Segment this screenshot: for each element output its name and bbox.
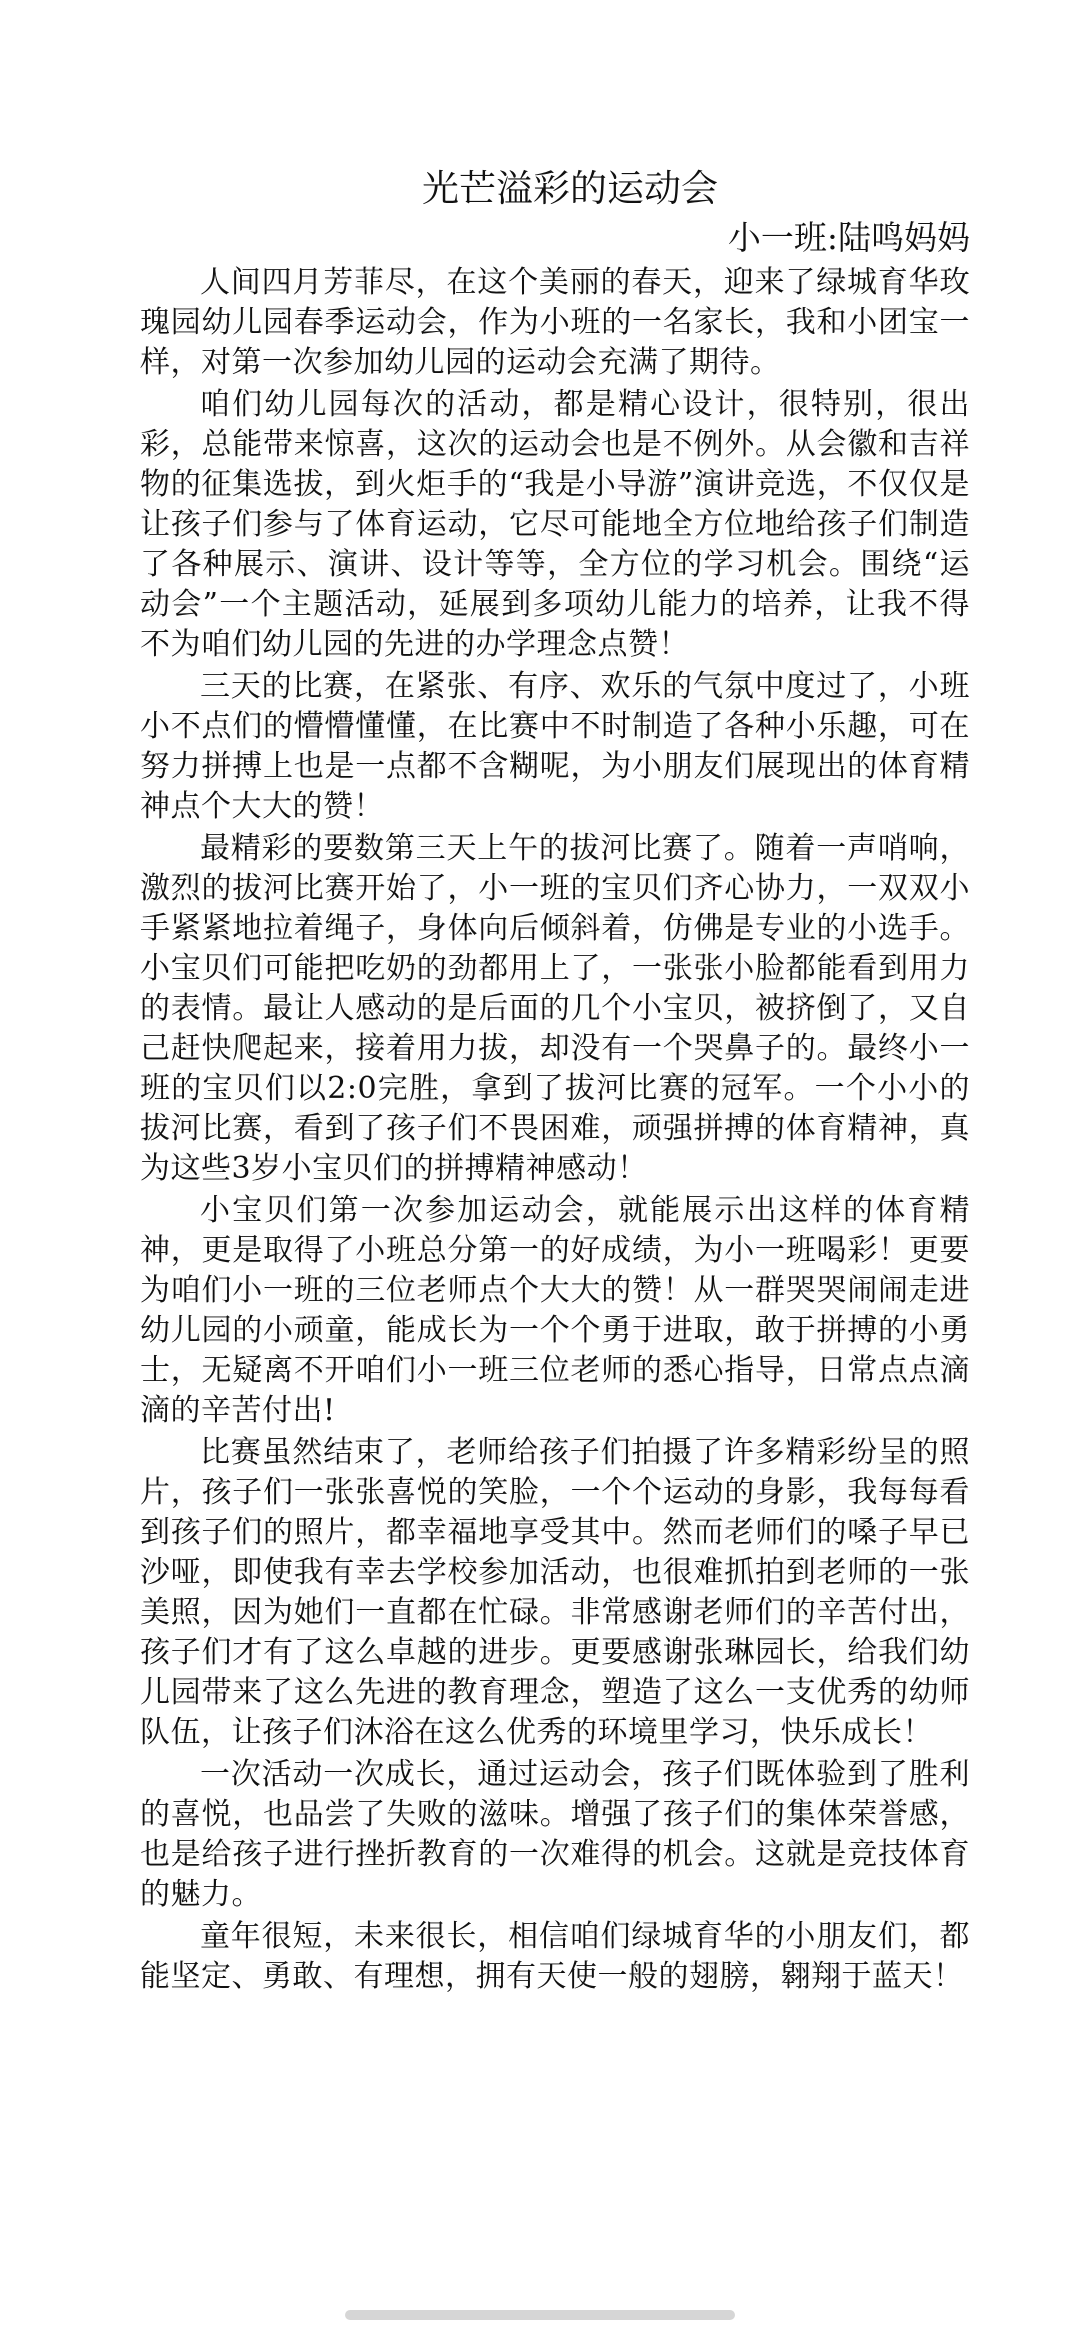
paragraph-6: 比赛虽然结束了，老师给孩子们拍摄了许多精彩纷呈的照片，孩子们一张张喜悦的笑脸，一个个运动的身影，我每每看到孩子们的照片，都幸福地享受其中。然而老师们的嗓子早已沙哑，即使我有幸去学校参加活动，也很难抓拍到老师的一张美照，因为她们一直都在忙碌。非常感谢老师们的辛苦付出，孩子们才有了这么卓越的进步。更要感谢张琳园长，给我们幼儿园带来了这么先进的教育理念，塑造了这么一支优秀的幼师队伍，让孩子们沐浴在这么优秀的环境里学习，快乐成长！ <box>140 1435 970 1750</box>
paragraph-7: 一次活动一次成长，通过运动会，孩子们既体验到了胜利的喜悦，也品尝了失败的滋味。增强了孩子们的集体荣誉感，也是给孩子进行挫折教育的一次难得的机会。这就是竞技体育的魅力。 <box>140 1757 970 1912</box>
paragraph-3: 三天的比赛，在紧张、有序、欢乐的气氛中度过了，小班小不点们的懵懵懂懂，在比赛中不时制造了各种小乐趣，可在努力拼搏上也是一点都不含糊呢，为小朋友们展现出的体育精神点个大大的赞！ <box>140 669 970 824</box>
paragraph-4: 最精彩的要数第三天上午的拔河比赛了。随着一声哨响，激烈的拔河比赛开始了，小一班的宝贝们齐心协力，一双双小手紧紧地拉着绳子，身体向后倾斜着，仿佛是专业的小选手。小宝贝们可能把吃奶的劲都用上了，一张张小脸都能看到用力的表情。最让人感动的是后面的几个小宝贝，被挤倒了，又自己赶快爬起来，接着用力拔，却没有一个哭鼻子的。最终小一班的宝贝们以2:0完胜，拿到了拔河比赛的冠军。一个小小的拔河比赛，看到了孩子们不畏困难，顽强拼搏的体育精神，真为这些3岁小宝贝们的拼搏精神感动！ <box>140 831 970 1186</box>
paragraph-1: 人间四月芳菲尽，在这个美丽的春天，迎来了绿城育华玫瑰园幼儿园春季运动会，作为小班的一名家长，我和小团宝一样，对第一次参加幼儿园的运动会充满了期待。 <box>140 265 970 380</box>
article <box>140 165 970 1999</box>
paragraph-2: 咱们幼儿园每次的活动，都是精心设计，很特别，很出彩，总能带来惊喜，这次的运动会也是不例外。从会徽和吉祥物的征集选拔，到火炬手的“我是小导游”演讲竞选，不仅仅是让孩子们参与了体育运动，它尽可能地全方位地给孩子们制造了各种展示、演讲、设计等等，全方位的学习机会。围绕“运动会”一个主题活动，延展到多项幼儿能力的培养，让我不得不为咱们幼儿园的先进的办学理念点赞！ <box>140 387 970 662</box>
home-indicator[interactable] <box>345 2310 735 2320</box>
paragraph-5: 小宝贝们第一次参加运动会，就能展示出这样的体育精神，更是取得了小班总分第一的好成绩，为小一班喝彩！更要为咱们小一班的三位老师点个大大的赞！从一群哭哭闹闹走进幼儿园的小顽童，能成长为一个个勇于进取，敢于拼搏的小勇士，无疑离不开咱们小一班三位老师的悉心指导，日常点点滴滴的辛苦付出! <box>140 1193 970 1428</box>
article-byline: 小一班:陆鸣妈妈 <box>727 218 970 257</box>
paragraph-8: 童年很短，未来很长，相信咱们绿城育华的小朋友们，都能坚定、勇敢、有理想，拥有天使一般的翅膀，翱翔于蓝天！ <box>140 1919 970 1994</box>
article-title: 光芒溢彩的运动会 <box>422 167 718 210</box>
